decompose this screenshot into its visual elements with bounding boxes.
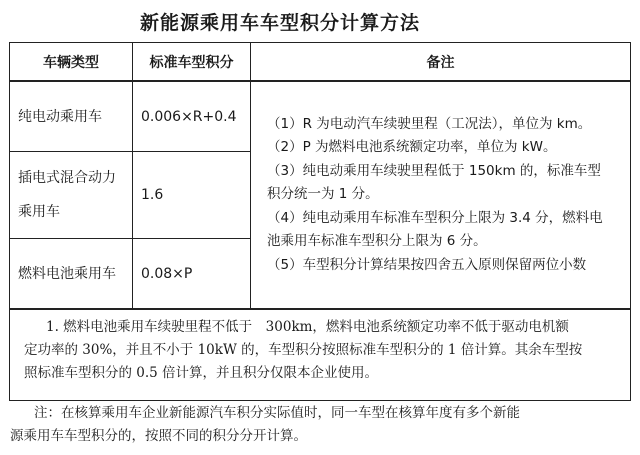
remark-line: （2）P 为燃料电池系统额定功率，单位为 kW。 — [267, 139, 557, 156]
footer-cell — [10, 309, 631, 401]
header-vehicle-type: 车辆类型 — [10, 43, 133, 82]
credit-table — [9, 42, 631, 401]
footer-line: 1. 燃料电池乘用车续驶里程不低于 300km，燃料电池系统额定功率不低于驱动电机额 — [46, 319, 569, 335]
footer-line: 定功率的 30%，并且不小于 10kW 的，车型积分按照标准车型积分的 1 倍计算。其余车型按 — [24, 342, 583, 358]
vehicle-type-phev-line1: 插电式混合动力 — [18, 170, 116, 186]
remark-line: 积分统一为 1 分。 — [267, 186, 379, 203]
remark-line: 池乘用车标准车型积分上限为 6 分。 — [267, 233, 487, 250]
vehicle-type-phev — [10, 152, 133, 239]
score-phev: 1.6 — [133, 152, 251, 239]
header-standard-score: 标准车型积分 — [133, 43, 251, 82]
footer-line: 照标准车型积分的 0.5 倍计算，并且积分仅限本企业使用。 — [24, 365, 379, 381]
remark-line: （5）车型积分计算结果按四舍五入原则保留两位小数 — [267, 256, 587, 273]
table-header-row — [10, 43, 631, 82]
vehicle-type-phev-line2: 乘用车 — [18, 204, 60, 220]
score-fcev: 0.08×P — [133, 239, 251, 310]
remark-line: （4）纯电动乘用车标准车型积分上限为 3.4 分，燃料电 — [267, 209, 603, 226]
remarks-cell — [251, 81, 631, 309]
bottom-note-line1: 注：在核算乘用车企业新能源汽车积分实际值时，同一车型在核算年度有多个新能 — [34, 405, 520, 421]
score-bev: 0.006×R+0.4 — [133, 81, 251, 152]
table-row — [10, 81, 631, 152]
vehicle-type-fcev: 燃料电池乘用车 — [10, 239, 133, 310]
vehicle-type-bev: 纯电动乘用车 — [10, 81, 133, 152]
remark-line: （1）R 为电动汽车续驶里程（工况法），单位为 km。 — [267, 115, 592, 132]
bottom-note — [10, 402, 630, 448]
bottom-note-line2: 源乘用车车型积分的，按照不同的积分分开计算。 — [10, 428, 307, 444]
remark-line: （3）纯电动乘用车续驶里程低于 150km 的，标准车型 — [267, 162, 601, 179]
header-remarks: 备注 — [251, 43, 631, 82]
table-footer-row — [10, 309, 631, 401]
page-title: 新能源乘用车车型积分计算方法 — [139, 12, 420, 34]
